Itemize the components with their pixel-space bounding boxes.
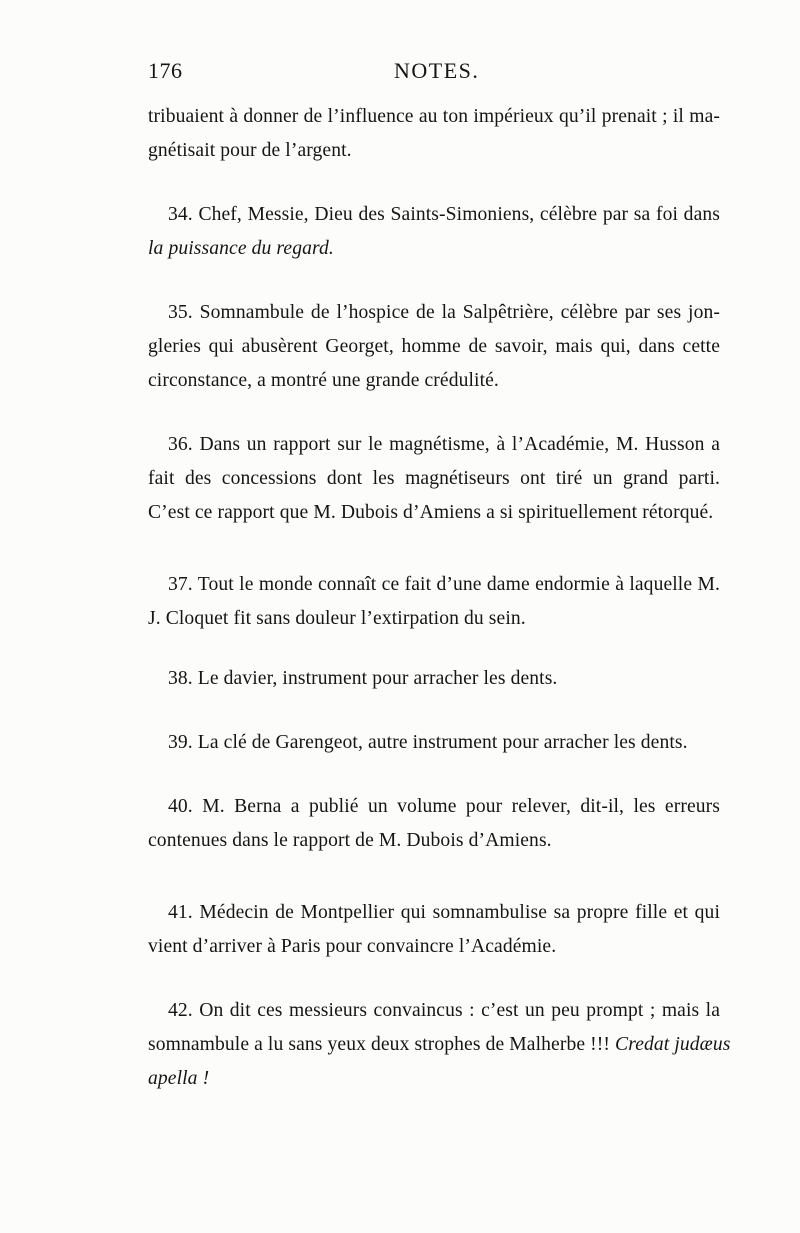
note-36 [148, 428, 720, 530]
page-number: 176 [148, 58, 183, 83]
note-40 [148, 790, 720, 858]
note-mixed-line [148, 1028, 731, 1062]
note-41 [148, 896, 720, 964]
note-33-continuation [148, 100, 720, 168]
note-line: 40. M. Berna a publié un volume pour relever, dit-il, les erreurs [168, 796, 720, 817]
note-line: tribuaient à donner de l’influence au ton impérieux qu’il prenait ; il ma- [148, 106, 720, 127]
page-header [148, 58, 720, 92]
note-line: 34. Chef, Messie, Dieu des Saints-Simoniens, célèbre par sa foi dans [168, 204, 720, 225]
notes-body [148, 100, 731, 1096]
note-italic-line: la puissance du regard. [148, 238, 334, 259]
note-35 [148, 296, 720, 398]
note-line: 36. Dans un rapport sur le magnétisme, à l’Académie, M. Husson a [168, 434, 720, 455]
note-line: 37. Tout le monde connaît ce fait d’une dame endormie à laquelle M. [168, 574, 720, 595]
note-line: C’est ce rapport que M. Dubois d’Amiens a si spirituellement rétorqué. [148, 502, 714, 523]
note-line: gleries qui abusèrent Georget, homme de savoir, mais qui, dans cette [148, 336, 720, 357]
note-roman-segment: somnambule a lu sans yeux deux strophes de Malherbe !!! [148, 1034, 616, 1055]
note-line: fait des concessions dont les magnétiseurs ont tiré un grand parti. [148, 468, 720, 489]
running-head: NOTES. [394, 58, 480, 83]
note-line: vient d’arriver à Paris pour convaincre l’Académie. [148, 936, 557, 957]
note-line: 35. Somnambule de l’hospice de la Salpêtrière, célèbre par ses jon- [168, 302, 720, 323]
note-line: 38. Le davier, instrument pour arracher les dents. [168, 668, 558, 689]
note-line: circonstance, a montré une grande crédulité. [148, 370, 499, 391]
note-italic-line: apella ! [148, 1068, 210, 1089]
note-38 [148, 662, 720, 696]
note-42 [148, 994, 731, 1096]
note-line: 39. La clé de Garengeot, autre instrument pour arracher les dents. [168, 732, 688, 753]
note-line: 41. Médecin de Montpellier qui somnambulise sa propre fille et qui [168, 902, 720, 923]
note-line: J. Cloquet fit sans douleur l’extirpation du sein. [148, 608, 526, 629]
note-line: contenues dans le rapport de M. Dubois d’Amiens. [148, 830, 552, 851]
note-line: 42. On dit ces messieurs convaincus : c’est un peu prompt ; mais la [168, 1000, 720, 1021]
note-39 [148, 726, 720, 760]
note-line: gnétisait pour de l’argent. [148, 140, 352, 161]
note-34 [148, 198, 720, 266]
note-italic-segment: Credat judæus [615, 1034, 731, 1055]
note-37 [148, 568, 720, 636]
